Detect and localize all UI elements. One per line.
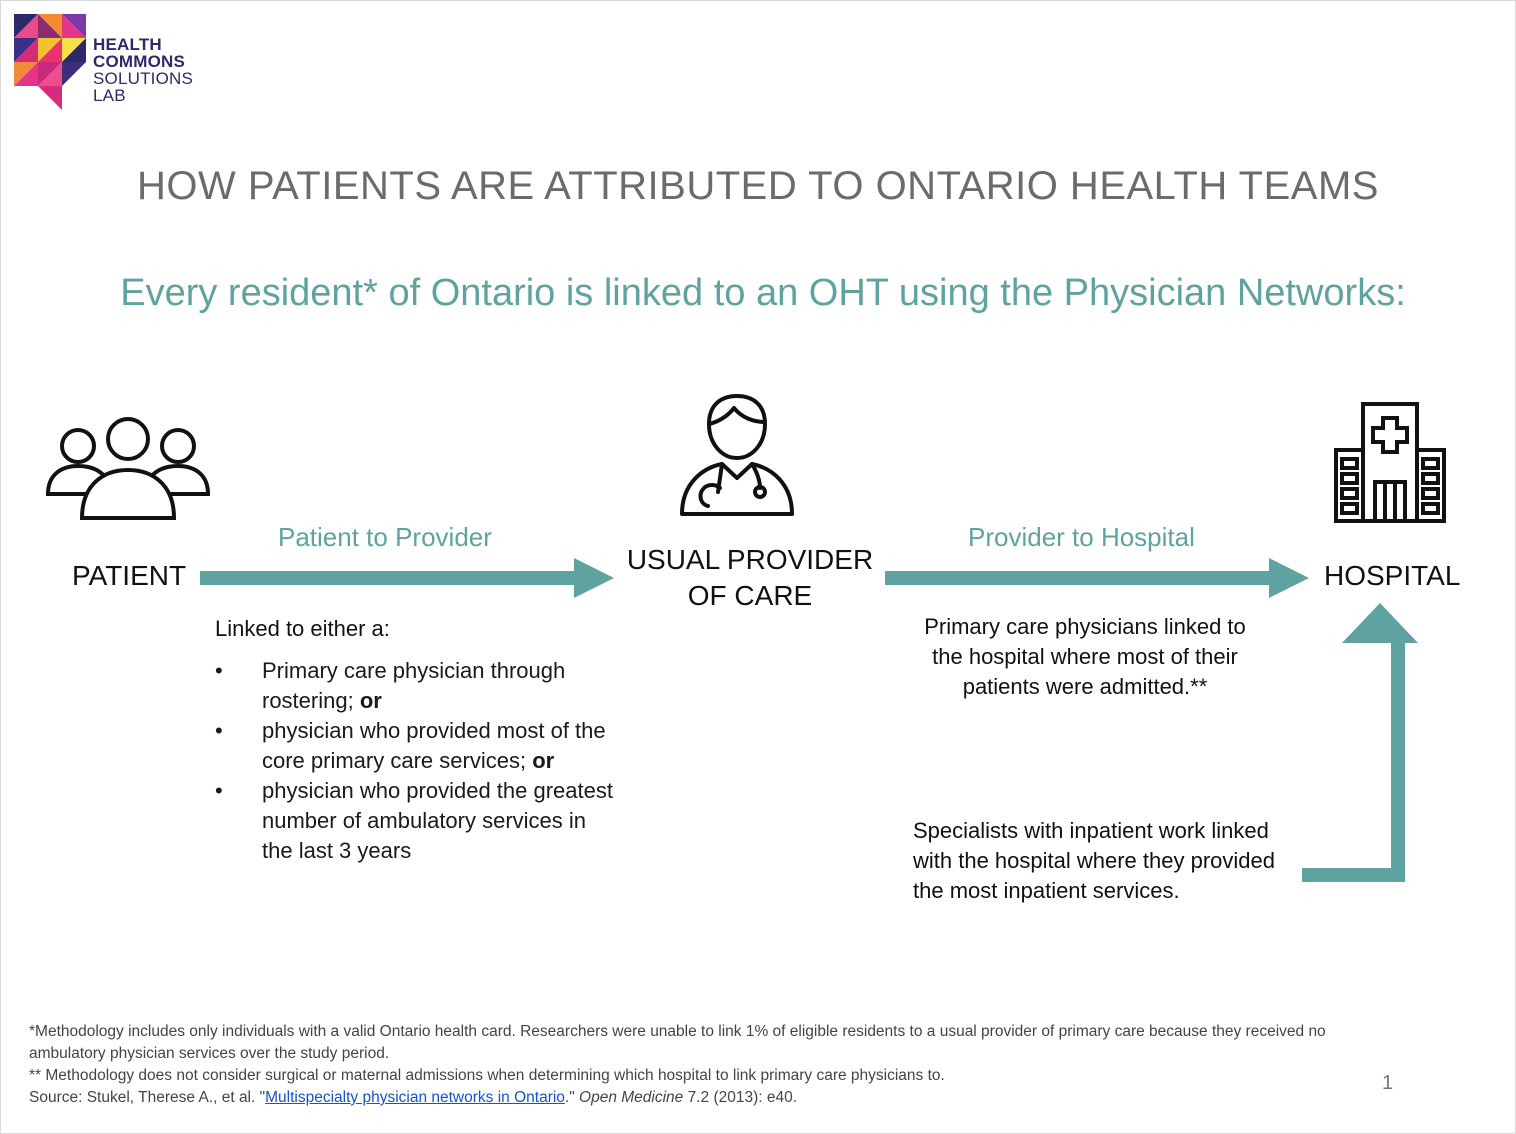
arrow-specialist-to-hospital [1302,603,1420,883]
provider-label-line2: OF CARE [687,580,813,611]
list-item: • physician who provided the greatest number of ambulatory services in the last 3 years [215,776,615,866]
specialist-link-text: Specialists with inpatient work linked with the hospital where they provided the most inpatient services. [913,818,1275,903]
patient-link-list [215,656,615,866]
doctor-icon [678,392,796,518]
footnote-source: Source: Stukel, Therese A., et al. "Multispecialty physician networks in Ontario." Open Medicine 7.2 (2013): e40. [29,1089,798,1106]
logo-line-health: HEALTH [93,35,162,54]
hospital-icon [1333,402,1447,523]
logo-line-lab: LAB [93,86,126,105]
provider-label-line1: USUAL PROVIDER [626,544,874,575]
logo-mark-icon [14,14,86,110]
patient-to-provider-label: Patient to Provider [278,522,492,552]
logo-line-solutions: SOLUTIONS [93,69,194,88]
patient-label: PATIENT [72,560,187,591]
footnotes [29,1021,1329,1109]
slide-title: HOW PATIENTS ARE ATTRIBUTED TO ONTARIO HEALTH TEAMS [137,164,1379,208]
list-item: • Primary care physician through rostering; or [215,656,615,716]
patient-link-intro: Linked to either a: [215,616,390,641]
list-item: • physician who provided most of the core primary care services; or [215,716,615,776]
footnote-methodology: ** Methodology does not consider surgical or maternal admissions when determining which hospital to link primary care physicians to. [29,1067,945,1084]
source-link[interactable]: Multispecialty physician networks in Ontario [265,1089,565,1106]
arrow-provider-to-hospital [885,558,1309,598]
footnote-residents: *Methodology includes only individuals with a valid Ontario health card. Researchers were unable to link 1% of eligible residents to a usual provider of primary care because they received no ambulatory physician services over the study period. [29,1023,1326,1062]
hospital-label: HOSPITAL [1324,560,1461,591]
provider-to-hospital-label: Provider to Hospital [968,522,1195,552]
people-icon [44,414,212,524]
logo-wordmark [93,36,193,104]
page-number: 1 [1382,1072,1394,1094]
provider-label [600,542,900,614]
arrow-patient-to-provider [200,558,614,598]
hospital-link-text: Primary care physicians linked to the hospital where most of their patients were admitted.** [924,614,1246,699]
logo-line-commons: COMMONS [93,52,186,71]
slide-subtitle: Every resident* of Ontario is linked to an OHT using the Physician Networks: [120,272,1406,314]
